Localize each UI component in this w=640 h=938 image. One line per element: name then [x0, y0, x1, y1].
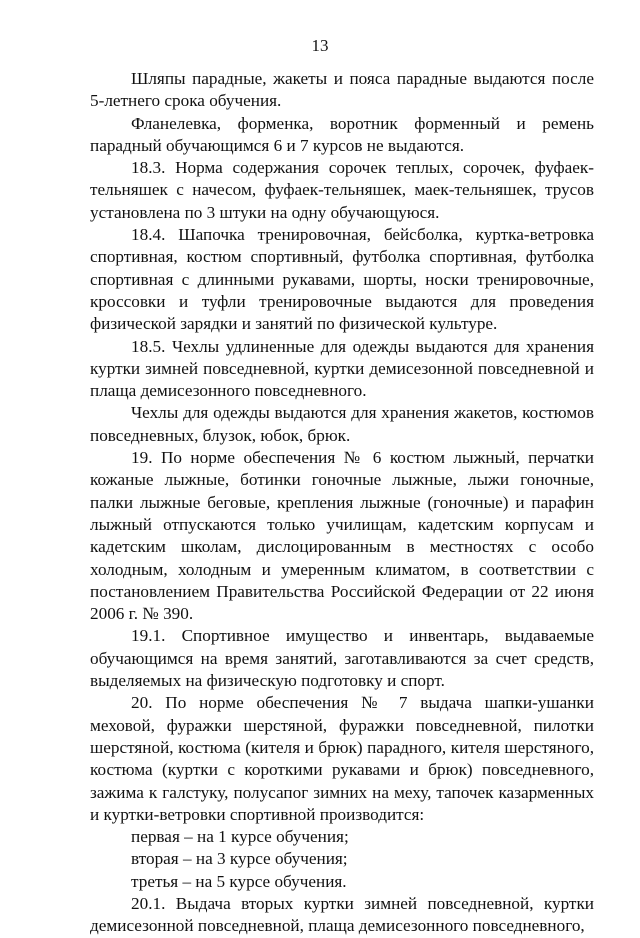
paragraph-hats-jackets: Шляпы парадные, жакеты и пояса парадные выдаются после 5-летнего срока обучения.	[90, 69, 594, 111]
paragraph-19-1: 19.1. Спортивное имущество и инвентарь, выдаваемые обучающимся на время занятий, заготавливаются за счет средств, выделяемых на физическую подготовку и спорт.	[90, 626, 594, 691]
paragraph-18-4: 18.4. Шапочка тренировочная, бейсболка, куртка-ветровка спортивная, костюм спортивный, футболка спортивная, футболка спортивная с длинными рукавами, шорты, носки тренировочные, кроссовки и туфли тренировочные выдаются для проведения физической зарядки и занятий по физической культуре.	[90, 225, 594, 334]
list-item-first: первая – на 1 курсе обучения;	[131, 827, 349, 847]
paragraph-flannel: Фланелевка, форменка, воротник форменный и ремень парадный обучающимся 6 и 7 курсов не выдаются.	[90, 113, 594, 155]
page-number: 13	[311, 36, 329, 55]
body-text	[90, 68, 594, 938]
paragraph-covers: Чехлы для одежды выдаются для хранения жакетов, костюмов повседневных, блузок, юбок, брюк.	[90, 403, 594, 445]
paragraph-18-3: 18.3. Норма содержания сорочек теплых, сорочек, фуфаек-тельняшек с начесом, фуфаек-тельняшек, маек-тельняшек, трусов установлена по 3 штуки на одну обучающуюся.	[90, 158, 594, 222]
list-item-third: третья – на 5 курсе обучения.	[131, 871, 347, 891]
list-item-second: вторая – на 3 курсе обучения;	[131, 849, 348, 869]
paragraph-19: 19. По норме обеспечения № 6 костюм лыжный, перчатки кожаные лыжные, ботинки гоночные лыжные, лыжи гоночные, палки лыжные беговые, крепления лыжные (гоночные) и парафин лыжный отпускаются только училищам, кадетским корпусам и кадетским школам, дислоцированным в местностях с особо холодным, холодным и умеренным климатом, в соответствии с постановлением Правительства Российской Федерации от 22 июня 2006 г. № 390.	[90, 448, 594, 624]
paragraph-18-5: 18.5. Чехлы удлиненные для одежды выдаются для хранения куртки зимней повседневной, куртки демисезонной повседневной и плаща демисезонного повседневного.	[90, 336, 594, 401]
paragraph-20-1: 20.1. Выдача вторых куртки зимней повседневной, куртки демисезонной повседневной, плаща демисезонного повседневного,	[90, 893, 594, 936]
paragraph-20: 20. По норме обеспечения № 7 выдача шапки-ушанки меховой, фуражки шерстяной, фуражки повседневной, пилотки шерстяной, костюма (кителя и брюк) парадного, кителя шерстяного, костюма (куртки с короткими рукавами и брюк) повседневного, зажима к галстуку, полусапог зимних на меху, тапочек казарменных и куртки-ветровки спортивной производится:	[90, 693, 594, 824]
